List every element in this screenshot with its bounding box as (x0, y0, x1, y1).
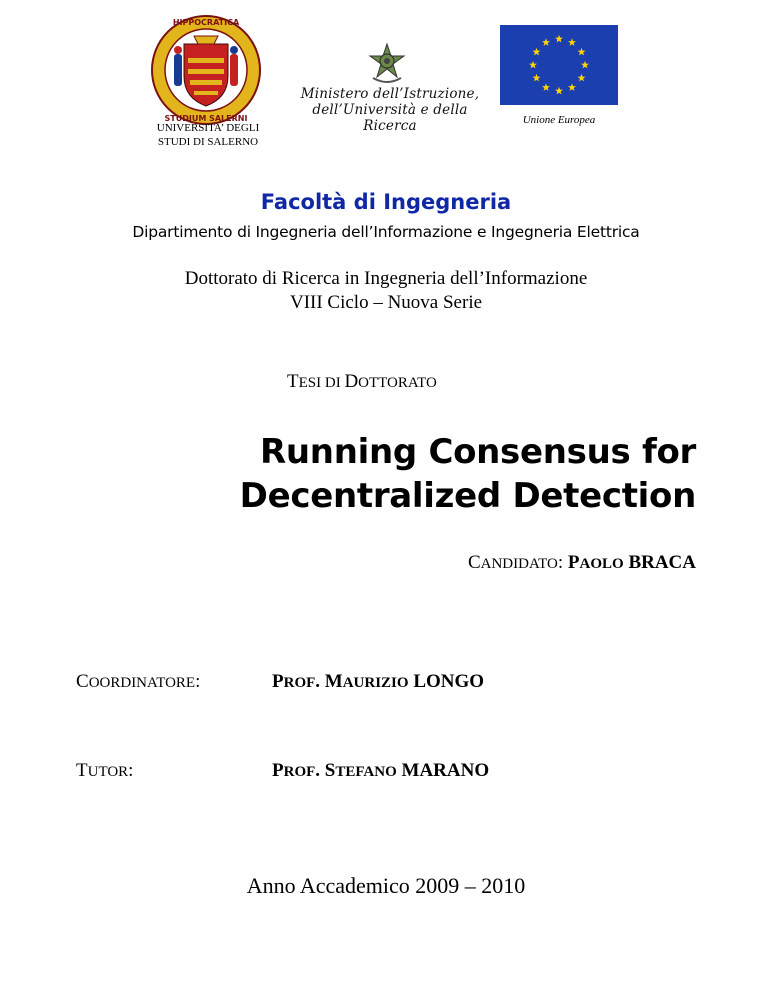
candidate-name: PAOLO BRACA (567, 552, 696, 573)
eu-label: Unione Europea (522, 114, 596, 126)
university-name (138, 121, 278, 149)
thesis-label: TESI DI DOTTORATO (287, 371, 437, 392)
italian-republic-emblem-logo (367, 42, 407, 84)
svg-text:HIPPOCRATICA: HIPPOCRATICA (172, 18, 240, 27)
tutor-label: TUTOR: (76, 760, 134, 781)
coordinator-row (76, 671, 485, 693)
ministry-name-line-2: dell’Università e della Ricerca (312, 102, 468, 134)
university-name-line-1: UNIVERSITA’ DEGLI (156, 122, 260, 134)
tutor-row (76, 760, 490, 782)
svg-text:STUDIUM SALERNI: STUDIUM SALERNI (164, 114, 248, 123)
thesis-title-line-2: Decentralized Detection (239, 476, 696, 516)
ministry-name-line-1: Ministero dell’Istruzione, (300, 86, 480, 102)
university-seal-logo (150, 14, 262, 126)
european-union-flag-logo (500, 25, 618, 105)
university-name-line-2: STUDI DI SALERNO (157, 136, 259, 148)
coordinator-label: COORDINATORE: (76, 671, 201, 692)
thesis-title-line-1: Running Consensus for (260, 432, 696, 472)
department-name: Dipartimento di Ingegneria dell’Informazione e Ingegneria Elettrica (132, 223, 640, 241)
phd-program-line-1: Dottorato di Ricerca in Ingegneria dell’Informazione (184, 268, 588, 289)
coordinator-name: PROF. MAURIZIO LONGO (272, 671, 485, 692)
faculty-title: Facoltà di Ingegneria (260, 190, 512, 214)
phd-program-line-2: VIII Ciclo – Nuova Serie (289, 292, 483, 313)
thesis-title (240, 430, 696, 518)
ministry-name (300, 86, 480, 134)
tutor-name: PROF. STEFANO MARANO (272, 760, 490, 781)
academic-year: Anno Accademico 2009 – 2010 (246, 873, 526, 898)
candidate-row: CANDIDATO: PAOLO BRACA (467, 552, 696, 573)
